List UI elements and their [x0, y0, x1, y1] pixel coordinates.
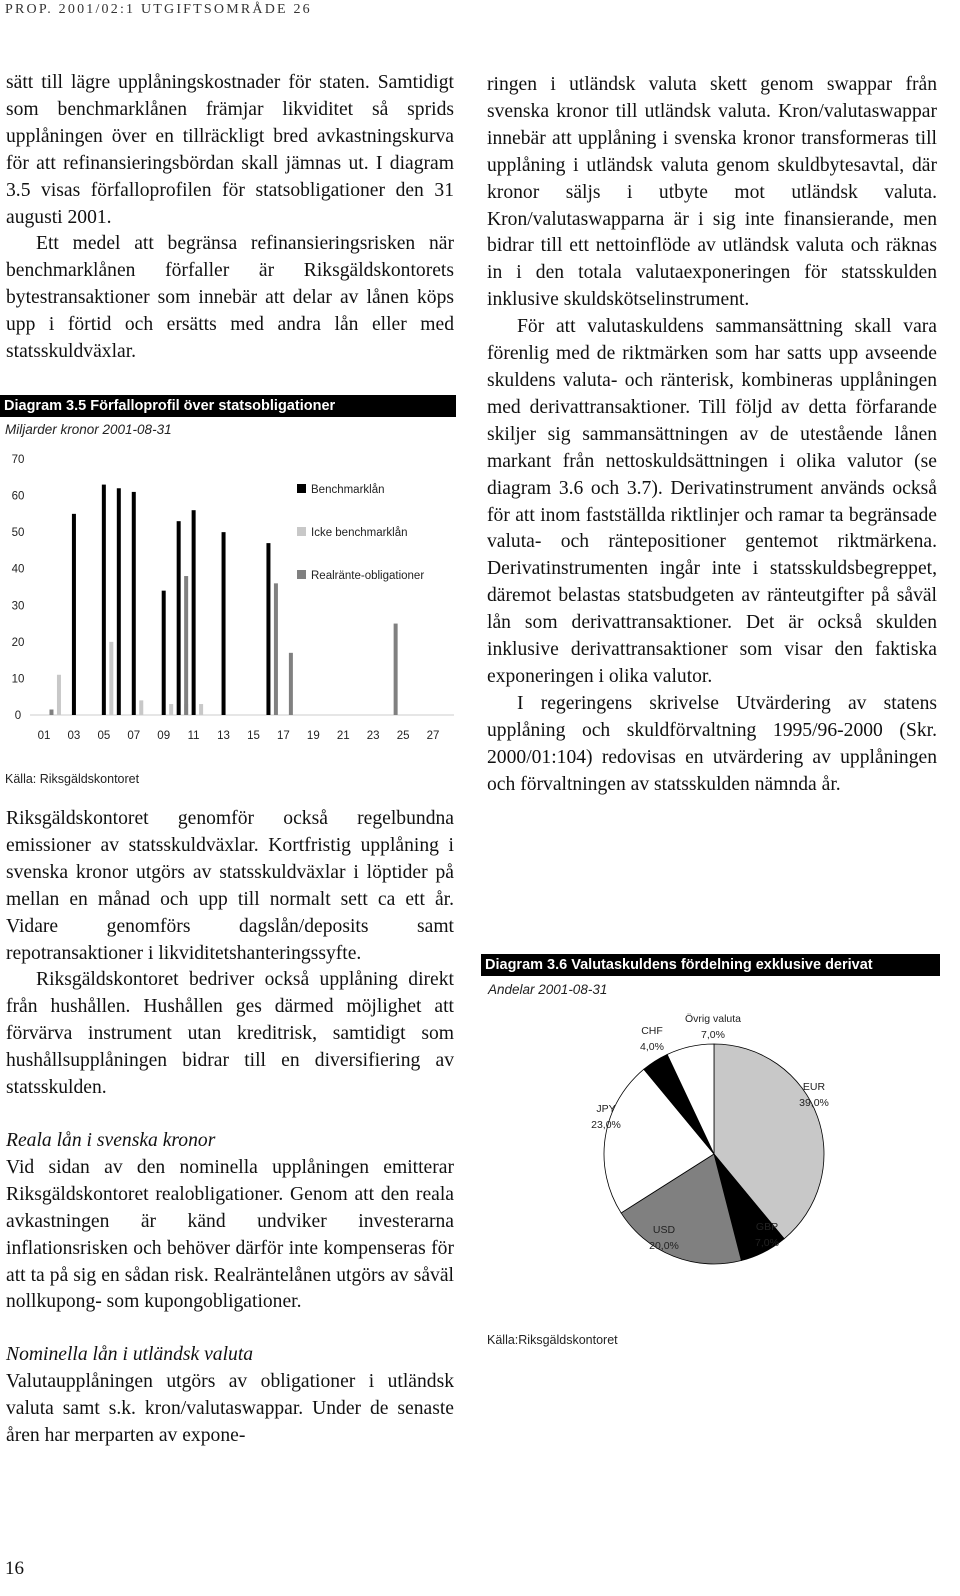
bar-benchmarkl-n — [192, 510, 196, 715]
bar-icke-benchmarkl-n — [109, 642, 113, 715]
x-tick-label: 25 — [396, 730, 410, 742]
legend-label: Icke benchmarklån — [311, 527, 408, 539]
y-tick-label: 30 — [11, 600, 25, 613]
bar-icke-benchmarkl-n — [169, 704, 173, 715]
x-tick-label: 01 — [37, 730, 51, 742]
x-tick-label: 07 — [127, 730, 141, 742]
x-tick-label: 09 — [157, 730, 171, 742]
page-number: 16 — [5, 1558, 24, 1579]
running-header: PROP. 2001/02:1 UTGIFTSOMRÅDE 26 — [5, 2, 312, 17]
diagram-3-6-subtitle: Andelar 2001-08-31 — [488, 982, 608, 997]
x-tick-label: 03 — [67, 730, 81, 742]
bar-realr-nte-obligationer — [184, 576, 188, 715]
legend-label: Benchmarklån — [311, 484, 385, 496]
right-column — [487, 72, 937, 798]
bar-realr-nte-obligationer — [289, 653, 293, 715]
legend-swatch — [297, 570, 306, 579]
y-tick-label: 50 — [11, 527, 25, 540]
x-tick-label: 27 — [426, 730, 440, 742]
right-paragraph-1: ringen i utländsk valuta skett genom swappar från svenska kronor till utländsk valuta. Kron/valutaswappar innebär att upplåning i svenska kronor transformeras till upplåning i utländsk valuta genom skuldbytesavtal, där kronor säljs i utbyte mot utländsk valuta. Kron/valutaswapparna är i sig inte finansierande, men bidrar till ett nettoinflöde av utländsk valuta och räknas in i den totala valutaexponeringen för statsskulden inklusive skuldskötselinstrument. — [487, 74, 937, 311]
diagram-3-6-source: Källa:Riksgäldskontoret — [487, 1333, 618, 1347]
left-paragraph-4: Riksgäldskontoret bedriver också upplåning direkt från hushållen. Hushållen ges därmed möjlighet att förvärva instrument utan kreditrisk, samtidigt som hushållsupplåningen bidrar till en diversifiering av statsskulden. — [6, 969, 454, 1099]
left-paragraph-5: Vid sidan av den nominella upplåningen emitterar Riksgäldskontoret realobligationer. Genom att den reala avkastningen är känd undviker investerarna inflationsrisken och behöver därför inte kompenseras för att ta på sig en sådan risk. Realräntelånen utgörs av såväl nollkupong- som kupongobligationer. — [6, 1156, 454, 1313]
slice-value: 20,0% — [649, 1240, 679, 1252]
bar-realr-nte-obligationer — [274, 583, 278, 715]
section-heading-foreign-currency: Nominella lån i utländsk valuta — [6, 1344, 254, 1366]
y-tick-label: 70 — [11, 454, 25, 466]
bar-icke-benchmarkl-n — [199, 704, 203, 715]
bar-benchmarkl-n — [132, 492, 136, 715]
diagram-3-5-title: Diagram 3.5 Förfalloprofil över statsobligationer — [0, 395, 456, 417]
y-tick-label: 60 — [11, 490, 25, 503]
legend-swatch — [297, 484, 306, 493]
bar-benchmarkl-n — [266, 543, 270, 715]
slice-label: EUR — [802, 1081, 826, 1093]
slice-label: USD — [652, 1224, 676, 1236]
slice-label: Övrig valuta — [684, 1013, 742, 1025]
x-tick-label: 13 — [217, 730, 230, 742]
x-tick-label: 19 — [306, 730, 320, 742]
bar-realr-nte-obligationer — [394, 624, 398, 715]
bar-benchmarkl-n — [177, 521, 181, 715]
bar-realr-nte-obligationer — [49, 710, 53, 715]
currency-debt-pie-chart — [482, 1002, 932, 1302]
left-column-top — [6, 70, 454, 366]
slice-label: CHF — [641, 1025, 663, 1037]
y-tick-label: 20 — [11, 636, 25, 649]
left-paragraph-2: Ett medel att begränsa refinansieringsrisken när benchmarklånen förfaller är Riksgäldskontorets bytestransaktioner som innebär att delar av lånen köps upp i förtid och ersätts med andra lån eller med statsskuldväxlar. — [6, 233, 454, 363]
legend-swatch — [297, 527, 306, 536]
section-heading-real-loans: Reala lån i svenska kronor — [6, 1129, 216, 1151]
legend-label: Realränte-obligationer — [311, 570, 425, 582]
left-column-bottom — [6, 806, 454, 1450]
slice-label: JPY — [596, 1103, 616, 1115]
x-tick-label: 17 — [277, 730, 290, 742]
y-tick-label: 10 — [11, 673, 25, 686]
slice-value: 23,0% — [591, 1119, 621, 1131]
bar-benchmarkl-n — [222, 532, 226, 715]
left-paragraph-3: Riksgäldskontoret genomför också regelbundna emissioner av statsskuldväxlar. Kortfristig upplåning i svenska kronor utgörs av statsskuldväxlar i löptider på mellan en månad och upp till normalt sett ca ett år. Vidare genomförs dagslån/deposits samt repotransaktioner i likviditetshanteringssyfte. — [6, 808, 454, 964]
x-tick-label: 05 — [97, 730, 111, 742]
x-tick-label: 23 — [366, 730, 380, 742]
bar-benchmarkl-n — [102, 485, 106, 715]
x-tick-label: 15 — [247, 730, 260, 742]
diagram-3-5-subtitle: Miljarder kronor 2001-08-31 — [5, 422, 172, 437]
slice-value: 7,0% — [755, 1237, 779, 1249]
diagram-3-6-title: Diagram 3.6 Valutaskuldens fördelning exklusive derivat — [481, 954, 940, 976]
right-paragraph-3: I regeringens skrivelse Utvärdering av statens upplåning och skuldförvaltning 1995/96-2000 (Skr. 2000/01:104) redovisas en utvärdering av upplåningen och förvaltningen av statsskulden nämnda år. — [487, 692, 937, 795]
slice-label: GBP — [755, 1221, 779, 1233]
bar-benchmarkl-n — [72, 514, 76, 715]
x-tick-label: 11 — [187, 730, 200, 742]
diagram-3-5-source: Källa: Riksgäldskontoret — [5, 772, 140, 786]
bar-benchmarkl-n — [117, 488, 121, 715]
y-tick-label: 40 — [11, 563, 25, 576]
x-tick-label: 21 — [336, 730, 350, 742]
slice-value: 39,0% — [799, 1097, 829, 1109]
right-paragraph-2: För att valutaskuldens sammansättning skall vara förenlig med de riktmärken som har satts upp avseende skuldens valuta- och ränterisk, kombineras upplåningen med derivattransaktioner. Till följd av detta förfarande skiljer sig sammansättningen av de utestående lånen markant från nettoskuldsättningen i olika valutor (se diagram 3.6 och 3.7). Derivatinstrument används också för att inom fastställda riktlinjer och ramar ta begränsade valuta- och räntepositioner gentemot riktmärkena. Derivatinstrumenten ingår inte i statsskuldsbegreppet, däremot belastas statsbudgeten av räntеutgifter på såväl lån som derivattransaktioner. Det är också skulden inklusive derivattransaktioner som visar den faktiska exponeringen i olika valutor. — [487, 316, 937, 687]
bar-benchmarkl-n — [162, 591, 166, 715]
left-paragraph-6: Valutaupplåningen utgörs av obligationer i utländsk valuta samt s.k. kron/valutaswappar. Under de senaste åren har merparten av expone- — [6, 1371, 454, 1447]
bar-icke-benchmarkl-n — [57, 675, 61, 715]
bar-icke-benchmarkl-n — [139, 700, 143, 715]
left-paragraph-1: sätt till lägre upplåningskostnader för staten. Samtidigt som benchmarklånen främjar likviditet så sprids upplåningen över en tillräckligt bred avkastningskurva för att refinansieringsbördan skall jämnas ut. I diagram 3.5 visas förfalloprofilen för statsobligationer den 31 augusti 2001. — [6, 72, 454, 228]
y-tick-label: 0 — [14, 710, 22, 722]
slice-value: 7,0% — [701, 1029, 725, 1041]
maturity-profile-chart — [0, 445, 456, 765]
slice-value: 4,0% — [640, 1041, 664, 1053]
